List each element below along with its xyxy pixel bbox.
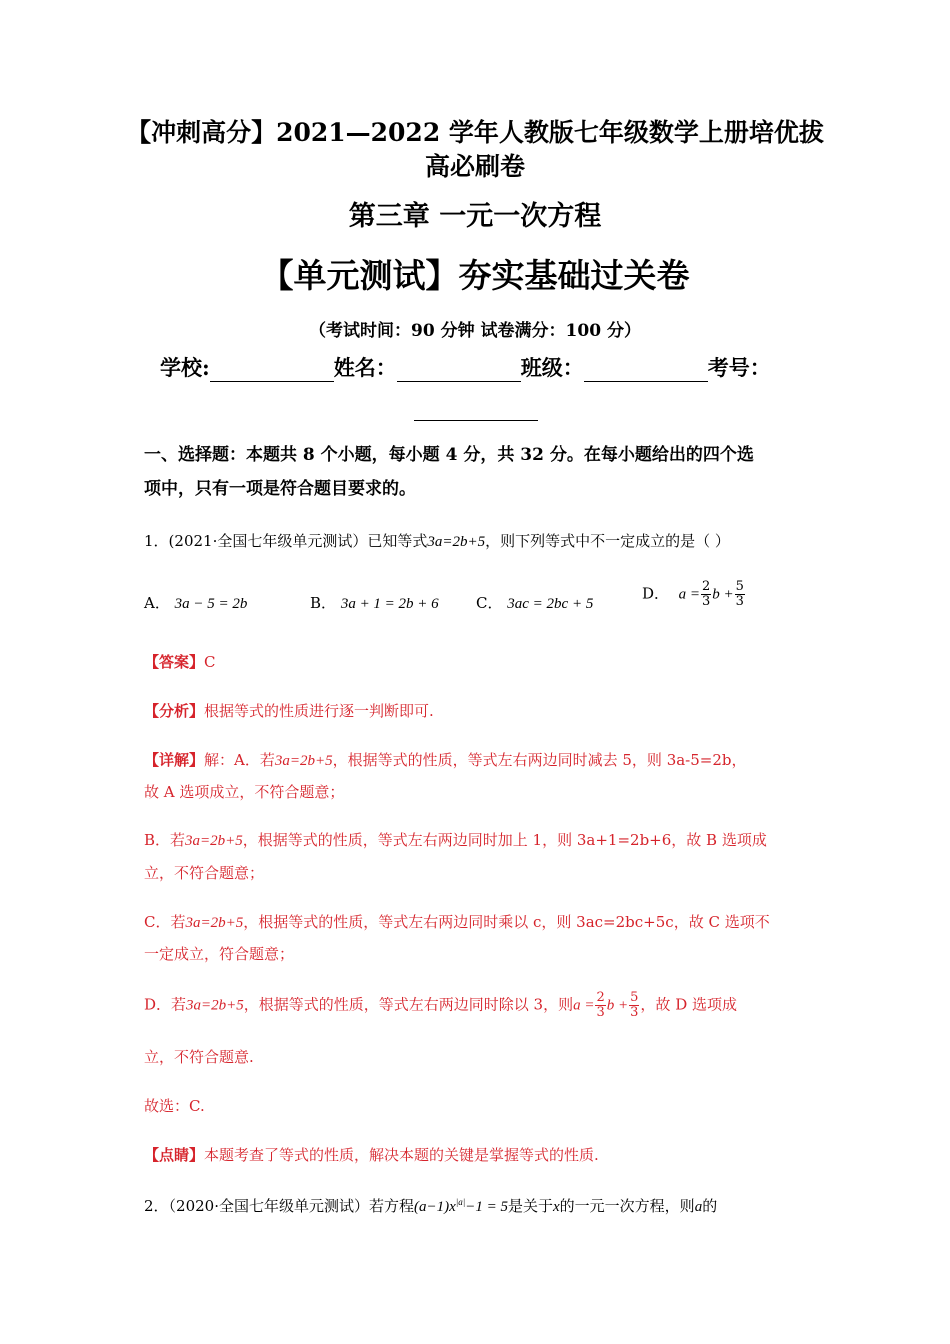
detail-text: B．若 [144,831,186,849]
school-blank[interactable] [210,359,334,382]
detail-c-line-1 [144,911,808,932]
question-source: （2020·全国七年级单元测试）若方程 [168,1197,414,1215]
equation: 3a=2b+5 [185,915,244,931]
equation: 3a=2b+5 [185,833,243,849]
section-1-header-line-2: 项中，只有一项是符合题目要求的。 [144,479,416,499]
option-expression: 3a + 1 = 2b + 6 [340,596,439,612]
conclusion: 故选：C. [144,1097,205,1115]
comment-text: 本题考查了等式的性质，解决本题的关键是掌握等式的性质. [204,1146,599,1164]
exponent: |a| [455,1197,466,1207]
detail-text: 解：A．若 [204,751,275,769]
option-label: B． [310,594,337,612]
option-expression: 3a − 5 = 2b [174,596,248,612]
detail-d-line-2: 立，不符合题意. [144,1048,254,1066]
equation: 3a=2b+5 [274,753,333,769]
option-label: A． [144,594,170,612]
analysis [144,700,808,721]
question-text: 是关于 [507,1197,553,1215]
variable: a [694,1199,703,1215]
student-info-fields [160,352,771,382]
document-title [0,116,950,184]
detail-a-line-2: 故 A 选项成立，不符合题意； [144,783,345,801]
question-text: 的一元一次方程，则 [559,1197,695,1215]
name-label: 姓名： [333,355,397,380]
detail-d-line-1 [144,991,808,1020]
detail-tag: 【详解】 [144,751,205,769]
variable: x [553,1199,560,1215]
option-label: C． [476,594,503,612]
section-1-header [144,438,808,506]
title-line-1: 【冲刺高分】2021—2022 学年人教版七年级数学上册培优拔 [126,118,824,147]
option-label: D． [642,584,670,603]
option-d[interactable] [642,580,746,609]
equation-part: (a−1)x [414,1199,456,1215]
chapter-title: 第三章 一元一次方程 [348,201,602,232]
question-1-options [144,579,808,616]
fraction: $\frac{2}{3}$ [701,579,711,609]
number-label: 考号： [707,355,771,380]
analysis-tag: 【分析】 [144,702,205,720]
detail-text: C．若 [144,913,186,931]
equation: 3a=2b+5 [427,534,486,550]
question-2-stem [144,1195,808,1216]
answer [144,651,808,672]
comment [144,1144,808,1165]
school-label: 学校: [160,355,210,380]
option-expression-mid: b + [712,586,734,603]
equation: 3a=2b+5 [186,997,244,1014]
test-title: 【单元测试】夯实基础过关卷 [260,256,690,295]
detail-text: ，根据等式的性质，等式左右两边同时除以 3，则 [243,995,574,1014]
question-text: ，则下列等式中不一定成立的是（ ） [485,532,730,550]
class-blank[interactable] [584,359,708,382]
fraction: $\frac{2}{3}$ [596,990,605,1020]
answer-tag: 【答案】 [144,653,205,671]
fraction: $\frac{5}{3}$ [630,990,639,1020]
option-expression: 3ac = 2bc + 5 [507,596,594,612]
equation-part: −1 = 5 [465,1199,508,1215]
option-a[interactable] [144,592,247,613]
equation-mid: b + [606,997,629,1014]
detail-b-line-1 [144,829,808,850]
question-number: 1． [144,532,169,550]
detail-c-line-2: 一定成立，符合题意； [144,945,295,963]
section-1-header-line-1: 一、选择题：本题共 8 个小题，每小题 4 分，共 32 分。在每小题给出的四个选 [144,445,754,465]
class-label: 班级： [520,355,584,380]
fraction: $\frac{5}{3}$ [735,579,744,609]
equation-lhs: a = [573,997,595,1014]
comment-tag: 【点睛】 [144,1146,205,1164]
exam-info: （考试时间：90 分钟 试卷满分：100 分） [309,321,641,341]
detail-text: ，故 D 选项成 [640,995,737,1014]
question-source: (2021·全国七年级单元测试）已知等式 [168,532,428,550]
answer-value: C [204,653,216,671]
detail-b-line-2: 立，不符合题意； [144,864,265,882]
number-blank[interactable] [414,398,538,421]
detail-text: D．若 [144,995,187,1014]
question-number: 2． [144,1197,169,1215]
option-expression-lhs: a = [678,586,700,603]
detail-a-line-1 [144,749,808,770]
name-blank[interactable] [397,359,521,382]
detail-text: ，根据等式的性质，等式左右两边同时减去 5，则 3a-5=2b， [332,751,747,769]
analysis-text: 根据等式的性质进行逐一判断即可. [204,702,434,720]
option-b[interactable] [310,592,439,613]
option-c[interactable] [476,592,593,613]
question-text: 的 [702,1197,718,1215]
detail-text: ，根据等式的性质，等式左右两边同时加上 1，则 3a+1=2b+6，故 B 选项成 [242,831,767,849]
question-1-stem [144,530,808,551]
detail-text: ，根据等式的性质，等式左右两边同时乘以 c，则 3ac=2bc+5c，故 C 选项不 [243,913,770,931]
title-line-2: 高必刷卷 [424,152,525,181]
